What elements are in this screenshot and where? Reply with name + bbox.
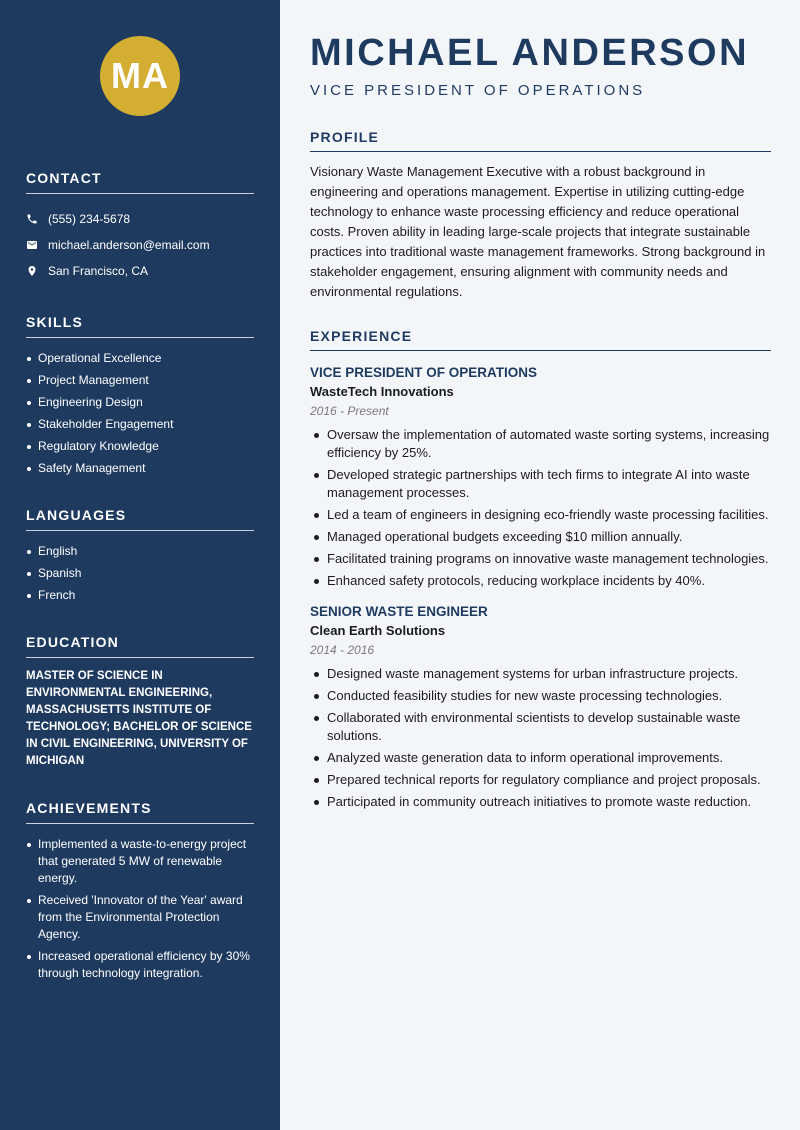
skills-section (26, 314, 254, 477)
contact-list (26, 206, 254, 284)
list-item: Received 'Innovator of the Year' award from the Environmental Protection Agency. (26, 892, 254, 943)
phone-text: (555) 234-5678 (48, 212, 131, 226)
job-bullets (310, 426, 771, 590)
education-text: MASTER OF SCIENCE IN ENVIRONMENTAL ENGINEERING, MASSACHUSETTS INSTITUTE OF TECHNOLOGY; BACHELOR OF SCIENCE IN CIVIL ENGINEERING, UNIVERSITY OF MICHIGAN (26, 670, 252, 767)
skills-list (26, 350, 254, 477)
list-item: Conducted feasibility studies for new waste processing technologies. (310, 687, 771, 705)
contact-phone (26, 206, 254, 232)
list-item: Spanish (26, 565, 254, 582)
list-item: Increased operational efficiency by 30% through technology integration. (26, 948, 254, 982)
job-title: VICE PRESIDENT OF OPERATIONS (310, 365, 538, 380)
list-item: Prepared technical reports for regulatory compliance and project proposals. (310, 771, 771, 789)
skills-heading: SKILLS (26, 314, 254, 338)
languages-section (26, 507, 254, 604)
avatar (100, 36, 180, 116)
list-item: French (26, 587, 254, 604)
achievements-heading: ACHIEVEMENTS (26, 800, 254, 824)
achievements-list (26, 836, 254, 982)
experience-heading: EXPERIENCE (310, 328, 771, 351)
envelope-icon (26, 239, 48, 251)
list-item: Engineering Design (26, 394, 254, 411)
achievements-section (26, 800, 254, 982)
list-item: Led a team of engineers in designing eco-friendly waste processing facilities. (310, 506, 771, 524)
contact-email (26, 232, 254, 258)
job-bullets (310, 665, 771, 811)
list-item: Oversaw the implementation of automated waste sorting systems, increasing efficiency by 25%. (310, 426, 771, 462)
languages-list (26, 543, 254, 604)
job-title: SENIOR WASTE ENGINEER (310, 604, 488, 619)
avatar-initials: MA (111, 55, 169, 96)
list-item: Project Management (26, 372, 254, 389)
person-name: MICHAEL ANDERSON (310, 32, 750, 74)
job-entry (310, 604, 771, 811)
company-name: Clean Earth Solutions (310, 623, 446, 638)
list-item: Facilitated training programs on innovative waste management technologies. (310, 550, 771, 568)
experience-section (310, 328, 771, 811)
list-item: Implemented a waste-to-energy project that generated 5 MW of renewable energy. (26, 836, 254, 887)
list-item: Analyzed waste generation data to inform operational improvements. (310, 749, 771, 767)
job-dates: 2016 - Present (310, 404, 389, 418)
list-item: Safety Management (26, 460, 254, 477)
email-text: michael.anderson@email.com (48, 238, 210, 252)
list-item: Regulatory Knowledge (26, 438, 254, 455)
job-title-header: VICE PRESIDENT OF OPERATIONS (310, 82, 646, 99)
list-item: Stakeholder Engagement (26, 416, 254, 433)
company-name: WasteTech Innovations (310, 384, 454, 399)
contact-section (26, 170, 254, 284)
list-item: Operational Excellence (26, 350, 254, 367)
list-item: Enhanced safety protocols, reducing workplace incidents by 40%. (310, 572, 771, 590)
location-text: San Francisco, CA (48, 264, 149, 278)
sidebar (0, 0, 280, 1130)
job-dates: 2014 - 2016 (310, 643, 375, 657)
main-content (280, 0, 800, 1130)
map-pin-icon (26, 265, 48, 277)
profile-text: Visionary Waste Management Executive with a robust background in engineering and operations management. Expertise in utilizing cutting-edge technology to enhance waste processing efficiency and reduce operational costs. Proven ability in leading large-scale projects that integrate sustainable practices into traditional waste management frameworks. Strong background in stakeholder engagement, ensuring alignment with community needs and environmental regulations. (310, 164, 766, 299)
languages-heading: LANGUAGES (26, 507, 254, 531)
profile-heading: PROFILE (310, 129, 771, 152)
contact-location (26, 258, 254, 284)
list-item: Participated in community outreach initiatives to promote waste reduction. (310, 793, 771, 811)
list-item: English (26, 543, 254, 560)
list-item: Collaborated with environmental scientists to develop sustainable waste solutions. (310, 709, 771, 745)
profile-section (310, 129, 771, 302)
list-item: Managed operational budgets exceeding $10 million annually. (310, 528, 771, 546)
phone-icon (26, 213, 48, 225)
contact-heading: CONTACT (26, 170, 254, 194)
education-section (26, 634, 254, 770)
list-item: Developed strategic partnerships with tech firms to integrate AI into waste management processes. (310, 466, 771, 502)
education-heading: EDUCATION (26, 634, 254, 658)
job-entry (310, 365, 771, 590)
list-item: Designed waste management systems for urban infrastructure projects. (310, 665, 771, 683)
